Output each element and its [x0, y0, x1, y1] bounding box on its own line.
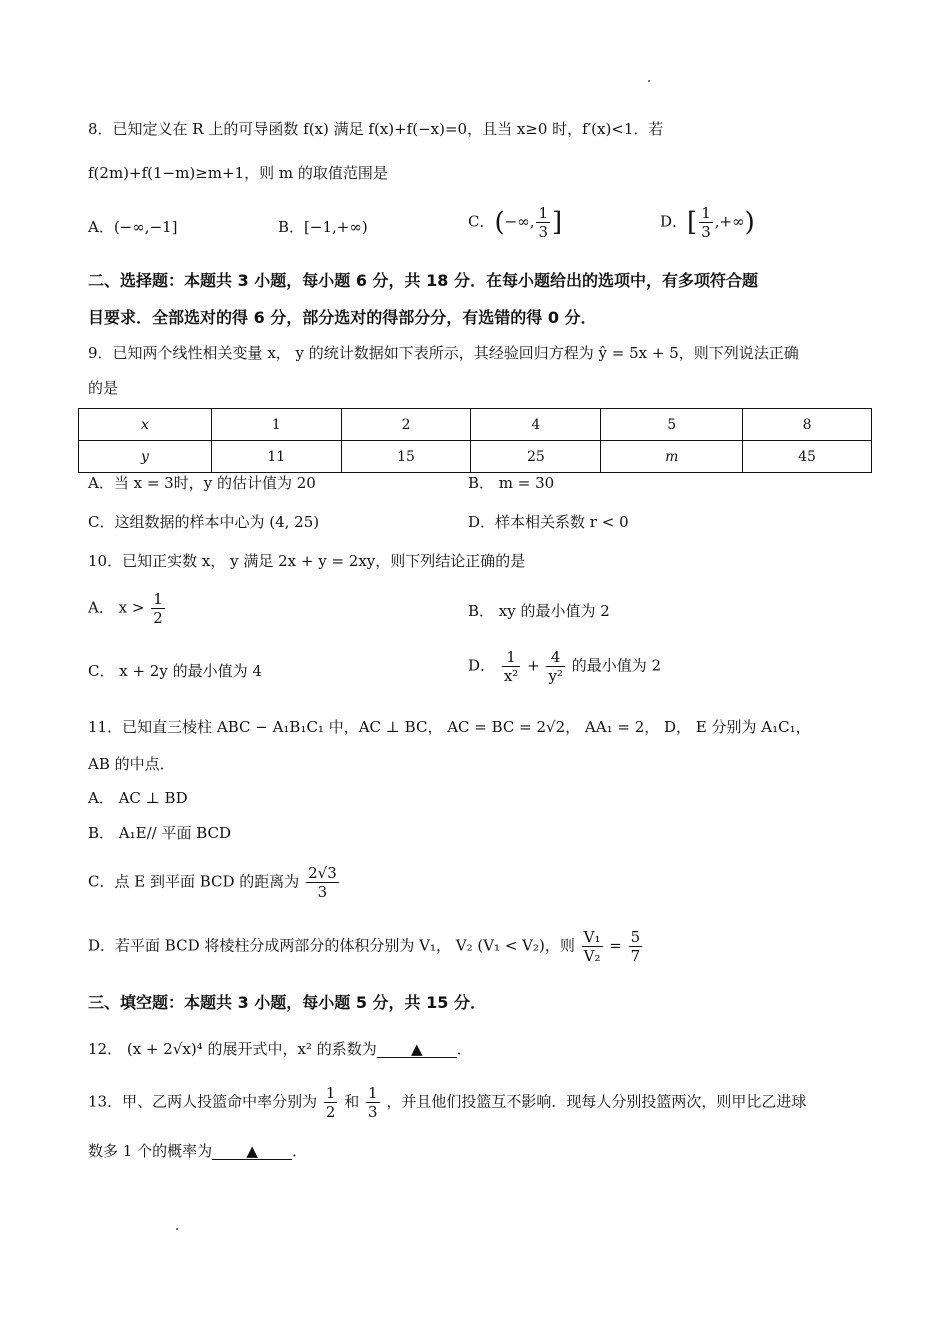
- table-row-y: [79, 441, 872, 473]
- q11-option-a: A． AC ⊥ BD: [88, 789, 188, 807]
- q9-option-a: A．当 x = 3时，y 的估计值为 20: [88, 474, 316, 492]
- q10-option-a-text: A． x >: [88, 598, 145, 617]
- q10-option-b: B． xy 的最小值为 2: [468, 602, 610, 620]
- q10-stem: 10．已知正实数 x， y 满足 2x + y = 2xy，则下列结论正确的是: [88, 552, 526, 570]
- q9-option-d: D．样本相关系数 r < 0: [468, 513, 629, 531]
- table-cell: x: [79, 409, 212, 441]
- q13-stem-line1: [88, 1084, 806, 1121]
- q13-fraction1: $\frac{1}{2}$: [325, 1084, 336, 1121]
- q10-option-d-fraction2: $\frac{4}{\text{y²}}$: [548, 648, 563, 685]
- q8-stem-line2: f(2m)+f(1−m)≥m+1，则 m 的取值范围是: [88, 164, 388, 182]
- q10-option-d-fraction1: $\frac{1}{\text{x²}}$: [503, 648, 519, 685]
- q8-option-c-fraction: $\frac{1}{3}$: [538, 204, 549, 241]
- table-cell: 45: [743, 441, 872, 473]
- q11-option-d-text: D．若平面 BCD 将棱柱分成两部分的体积分别为 V₁， V₂ (V₁ < V₂)，则: [88, 936, 575, 955]
- q13-text: 13．甲、乙两人投篮命中率分别为: [88, 1092, 318, 1111]
- q12-text: 12． (x + 2√x)⁴ 的展开式中，x² 的系数为: [88, 1040, 377, 1058]
- section2-heading-line2: 目要求．全部选对的得 6 分，部分选对的得部分分，有选错的得 0 分．: [88, 308, 597, 327]
- q9-option-b: B． m = 30: [468, 474, 555, 492]
- q11-stem-line1: 11．已知直三棱柱 ABC − A₁B₁C₁ 中，AC ⊥ BC， AC = BC = 2√2， AA₁ = 2， D， E 分别为 A₁C₁，: [88, 718, 811, 736]
- q13-period: ．: [292, 1142, 308, 1160]
- q11-option-d-equals: =: [609, 936, 622, 955]
- q10-option-d-label: D．: [468, 656, 496, 675]
- table-cell: m: [601, 441, 743, 473]
- q10-option-a: [88, 590, 167, 627]
- q8-option-c-label: C．: [468, 212, 495, 231]
- q12-answer-blank[interactable]: ▲: [377, 1041, 457, 1058]
- q8-option-d-fraction: $\frac{1}{3}$: [701, 204, 711, 241]
- q8-option-c: C．(−∞, $\frac{1}{3}$ ]: [468, 204, 563, 241]
- table-cell: 5: [601, 409, 743, 441]
- q13-fraction2: $\frac{1}{3}$: [368, 1084, 378, 1121]
- q8-option-a: A．(−∞,−1]: [88, 218, 178, 236]
- q13-and: 和: [344, 1092, 360, 1111]
- q13-text-cont: ，并且他们投篮互不影响．现每人分别投篮两次，则甲比乙进球: [386, 1092, 807, 1111]
- q10-option-d-text: 的最小值为 2: [571, 656, 662, 675]
- q11-option-b: B． A₁E// 平面 BCD: [88, 824, 232, 842]
- q9-stem-line1: 9．已知两个线性相关变量 x， y 的统计数据如下表所示，其经验回归方程为 ŷ = 5x + 5，则下列说法正确: [88, 344, 799, 362]
- table-cell: 11: [211, 441, 341, 473]
- table-cell: 2: [341, 409, 471, 441]
- table-row-x: [79, 409, 872, 441]
- q8-option-b: B．[−1,+∞): [278, 218, 368, 236]
- q11-option-c-fraction: $\frac{2√3}{3}$: [308, 864, 337, 901]
- q11-option-d: [88, 928, 644, 965]
- q8-option-d: D．[ $\frac{1}{3}$ ,+∞): [660, 204, 755, 241]
- q11-option-d-fraction1: $\frac{\text{V₁}}{\text{V₂}}$: [583, 928, 601, 965]
- scan-dot: [648, 80, 650, 82]
- table-cell: 25: [471, 441, 601, 473]
- q8-option-c-value: −∞,: [504, 212, 535, 231]
- q10-option-c: C． x + 2y 的最小值为 4: [88, 662, 262, 680]
- q9-stem-line2: 的是: [88, 379, 119, 397]
- q10-option-d-plus: +: [527, 656, 540, 675]
- q13-answer-blank[interactable]: ▲: [212, 1143, 292, 1160]
- q8-option-d-label: D．: [660, 212, 688, 231]
- q11-stem-line2: AB 的中点．: [88, 755, 175, 773]
- q9-data-table: [78, 408, 872, 473]
- q12-stem: [88, 1038, 472, 1060]
- q9-option-c: C．这组数据的样本中心为 (4, 25): [88, 513, 320, 531]
- section2-heading-line1: 二、选择题：本题共 3 小题，每小题 6 分，共 18 分．在每小题给出的选项中，有多项符合题: [88, 271, 758, 290]
- table-cell: 4: [471, 409, 601, 441]
- q8-option-d-value: ,+∞: [714, 212, 745, 231]
- table-cell: 8: [743, 409, 872, 441]
- q11-option-d-fraction2: $\frac{5}{7}$: [630, 928, 641, 965]
- q11-option-c-text: C．点 E 到平面 BCD 的距离为: [88, 872, 300, 891]
- q10-option-d: [468, 648, 661, 685]
- scan-dot: [176, 1228, 178, 1230]
- q10-option-a-fraction: $\frac{1}{2}$: [153, 590, 163, 627]
- q8-stem-line1: 8．已知定义在 R 上的可导函数 f(x) 满足 f(x)+f(−x)=0，且当 x≥0 时，f′(x)<1．若: [88, 120, 664, 138]
- table-cell: 1: [211, 409, 341, 441]
- table-cell: y: [79, 441, 212, 473]
- q12-period: ．: [456, 1040, 472, 1058]
- table-cell: 15: [341, 441, 471, 473]
- q13-text-line2: 数多 1 个的概率为: [88, 1142, 213, 1160]
- q13-stem-line2: [88, 1140, 307, 1162]
- section3-heading: 三、填空题：本题共 3 小题，每小题 5 分，共 15 分．: [88, 993, 486, 1012]
- q11-option-c: [88, 864, 341, 901]
